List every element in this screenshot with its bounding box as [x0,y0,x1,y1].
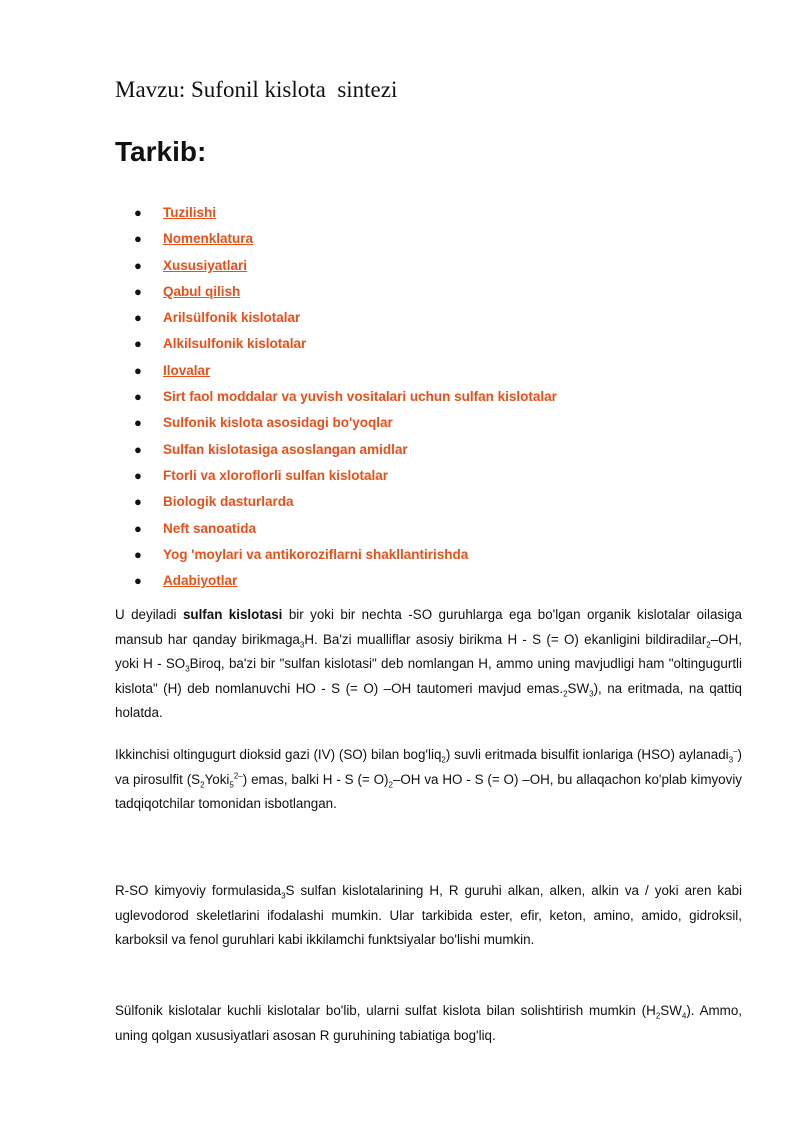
toc-link[interactable]: Arilsülfonik kislotalar [163,310,301,326]
paragraph-sulfonic-definition: U deyiladi sulfan kislotasi bir yoki bir nechta -SO guruhlarga ega bo'lgan organik kislotalar oilasiga mansub har qanday birikmaga$_3$H. Ba'zi mualliflar asosiy birikma H - S (= O) ekanligini bildiradilar$_2$–OH, yoki H - $SO_3Biroq$, ba'zi bir "sulfan kislotasi" deb nomlangan H, ammo uning mavjudligi ham "oltingugurtli kislota" (H) deb nomlanuvchi HO - S (= O) –OH tautomeri mavjud $emas._2SW_3$), na eritmada, na qattiq holatda. [115,607,742,721]
toc-item[interactable] [115,279,755,305]
bullet-icon: ● [134,310,142,326]
toc-item[interactable] [115,542,755,568]
paragraph-acid-strength: Sülfonik kislotalar kuchli kislotalar bo'lib, ularni sulfat kislota bilan solishtirish mumkin $(H_2SW_4)$. Ammo, uning qolgan xususiyatlari asosan R guruhining tabiatiga bog'liq. [115,1003,742,1043]
toc-link[interactable]: Sulfan kislotasiga asoslangan amidlar [163,441,408,457]
toc-link[interactable]: Yog 'moylari va antikoroziflarni shakllantirishda [163,546,469,562]
bullet-icon: ● [134,467,142,483]
toc-link[interactable]: Biologik dasturlarda [163,494,294,510]
toc-item[interactable] [115,331,755,357]
bullet-icon: ● [134,520,142,536]
bullet-icon: ● [134,573,142,589]
term-sulfan-kislotasi: sulfan kislotasi [182,607,283,622]
toc-item[interactable] [115,305,755,331]
subject-heading: Mavzu: Sufonil kislota sintezi [115,77,398,102]
toc-link[interactable]: Adabiyotlar [163,573,238,589]
toc-item[interactable] [115,463,755,489]
bullet-icon: ● [134,283,142,299]
bullet-icon: ● [134,494,142,510]
bullet-icon: ● [134,415,142,431]
toc-link[interactable]: Nomenklatura [163,231,254,247]
toc-link[interactable]: Tuzilishi [163,205,216,220]
toc-link[interactable]: Sulfonik kislota asosidagi bo'yoqlar [163,415,393,431]
toc-item[interactable] [115,200,755,226]
bullet-icon: ● [134,546,142,562]
toc-link[interactable]: Alkilsulfonik kislotalar [163,336,307,352]
toc-item[interactable] [115,410,755,436]
toc-item[interactable] [115,384,755,410]
toc-title: Tarkib: [115,136,207,167]
bullet-icon: ● [134,441,142,457]
toc-link[interactable]: Qabul qilish [163,283,241,299]
toc-item[interactable] [115,489,755,515]
toc-link[interactable]: Ilovalar [163,362,211,378]
bullet-icon: ● [134,257,142,273]
bullet-icon: ● [134,362,142,378]
bullet-icon: ● [134,231,142,247]
toc-link[interactable]: Sirt faol moddalar va yuvish vositalari uchun sulfan kislotalar [163,389,557,405]
toc-link[interactable]: Xususiyatlari [163,257,248,273]
toc-item[interactable] [115,516,755,542]
bullet-icon: ● [134,336,142,352]
toc-item[interactable] [115,568,755,594]
bullet-icon: ● [134,205,142,220]
toc-link[interactable]: Neft sanoatida [163,520,257,536]
toc-item[interactable] [115,358,755,384]
table-of-contents [115,200,755,594]
bullet-icon: ● [134,389,142,405]
toc-item[interactable] [115,253,755,279]
toc-item[interactable] [115,226,755,252]
paragraph-formula: R-SO kimyoviy formulasida$_3$S sulfan kislotalarining H, R guruhi alkan, alken, alkin va / yoki aren kabi uglevodorod skeletlarini ifodalashi mumkin. Ular tarkibida ester, efir, keton, amino, amido, gidroksil, karboksil va fenol guruhlari kabi ikkilamchi funktsiyalar bo'lishi mumkin. [115,883,742,948]
paragraph-sulfur-dioxide: Ikkinchisi oltingugurt dioksid gazi (IV) (SO) bilan bog'liq$_2$) suvli eritmada bisulfit ionlariga (HSO) aylanadi$_3$–) va pirosulfit $(S_2Yoki_5^{2-})$ emas, balki H - S (= $O)_2-OH$ va HO - S (= O) –OH, bu allaqachon ko'plab kimyoviy tadqiqotchilar tomonidan isbotlangan. [115,746,743,812]
toc-item[interactable] [115,437,755,463]
toc-link[interactable]: Ftorli va xloroflorli sulfan kislotalar [163,467,389,483]
